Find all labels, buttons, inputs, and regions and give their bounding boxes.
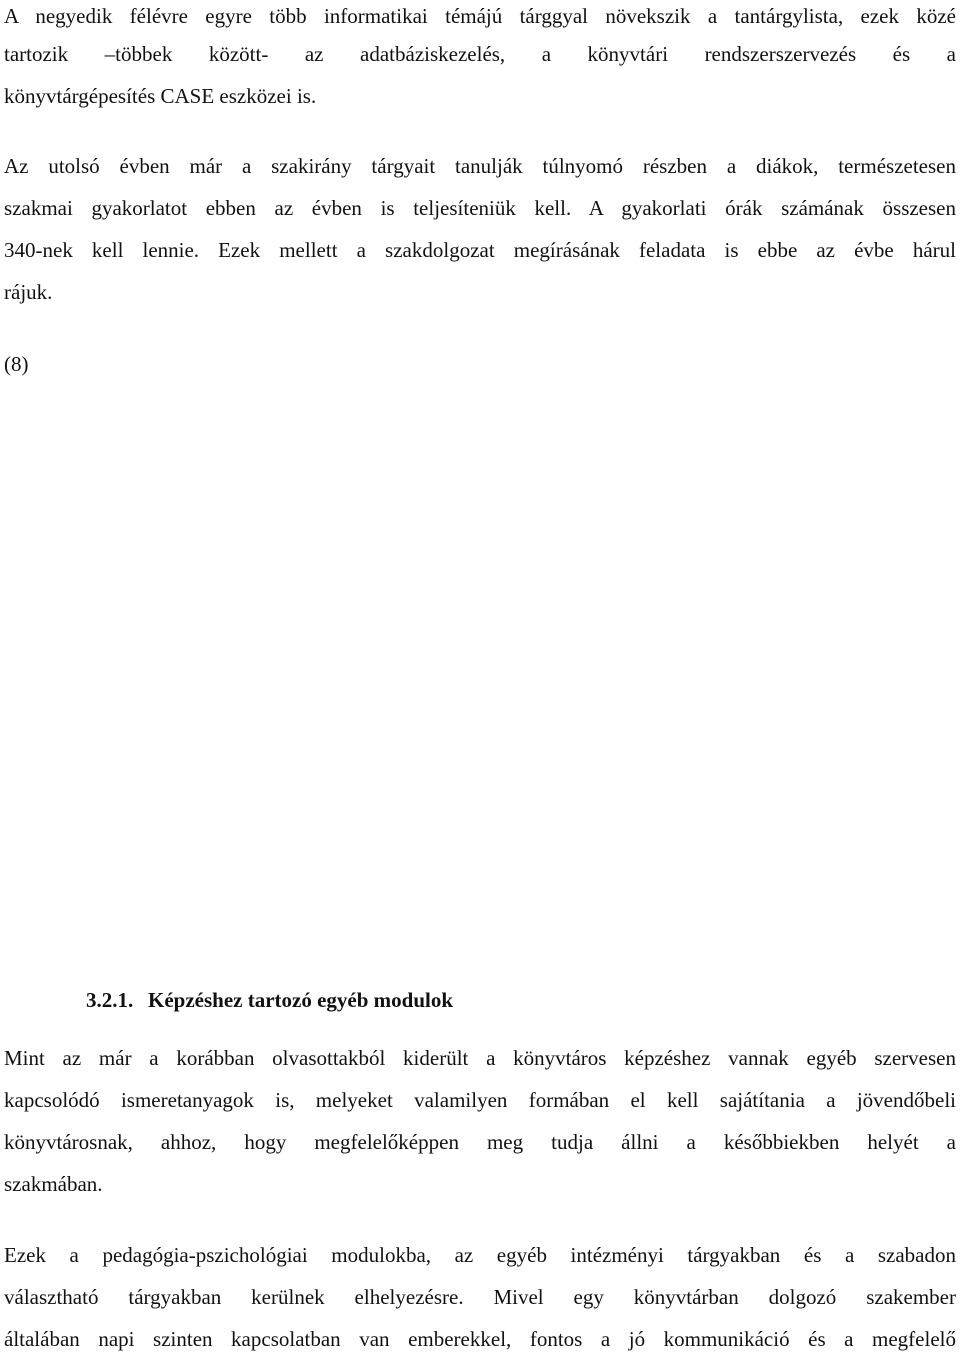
paragraph-1-line-3: könyvtárgépesítés CASE eszközei is. [4,84,317,108]
section-number: 3.2.1. [86,988,134,1012]
paragraph-1-line-2: tartozik –többek között- az adatbáziskezelés, a könyvtári rendszerszervezés és a [4,42,956,66]
section-paragraph-1-line-3: könyvtárosnak, ahhoz, hogy megfelelőképpen meg tudja állni a későbbiekben helyét a [4,1130,956,1154]
section-paragraph-1-line-2: kapcsolódó ismeretanyagok is, melyeket valamilyen formában el kell sajátítania a jövendőbeli [4,1088,956,1112]
paragraph-2-line-2: szakmai gyakorlatot ebben az évben is teljesíteniük kell. A gyakorlati órák számának összesen [4,196,956,220]
section-paragraph-2-line-3: általában napi szinten kapcsolatban van emberekkel, fontos a jó kommunikáció és a megfelelő [4,1327,956,1351]
section-paragraph-2-line-2: választható tárgyakban kerülnek elhelyezésre. Mivel egy könyvtárban dolgozó szakember [4,1285,956,1309]
section-heading [86,988,453,1012]
section-paragraph-1-line-4: szakmában. [4,1172,103,1196]
paragraph-2-line-3: 340-nek kell lennie. Ezek mellett a szakdolgozat megírásának feladata is ebbe az évbe hárul [4,238,956,262]
section-title: Képzéshez tartozó egyéb modulok [148,988,454,1012]
reference-note: (8) [4,352,29,376]
section-paragraph-1-line-1: Mint az már a korábban olvasottakból kiderült a könyvtáros képzéshez vannak egyéb szervesen [4,1046,956,1070]
paragraph-2-line-4: rájuk. [4,280,53,304]
paragraph-1-line-1: A negyedik félévre egyre több informatikai témájú tárggyal növekszik a tantárgylista, ezek közé [4,4,956,28]
paragraph-2-line-1: Az utolsó évben már a szakirány tárgyait tanulják túlnyomó részben a diákok, természetesen [4,154,956,178]
section-paragraph-2-line-1: Ezek a pedagógia-pszichológiai modulokba, az egyéb intézményi tárgyakban és a szabadon [4,1243,956,1267]
